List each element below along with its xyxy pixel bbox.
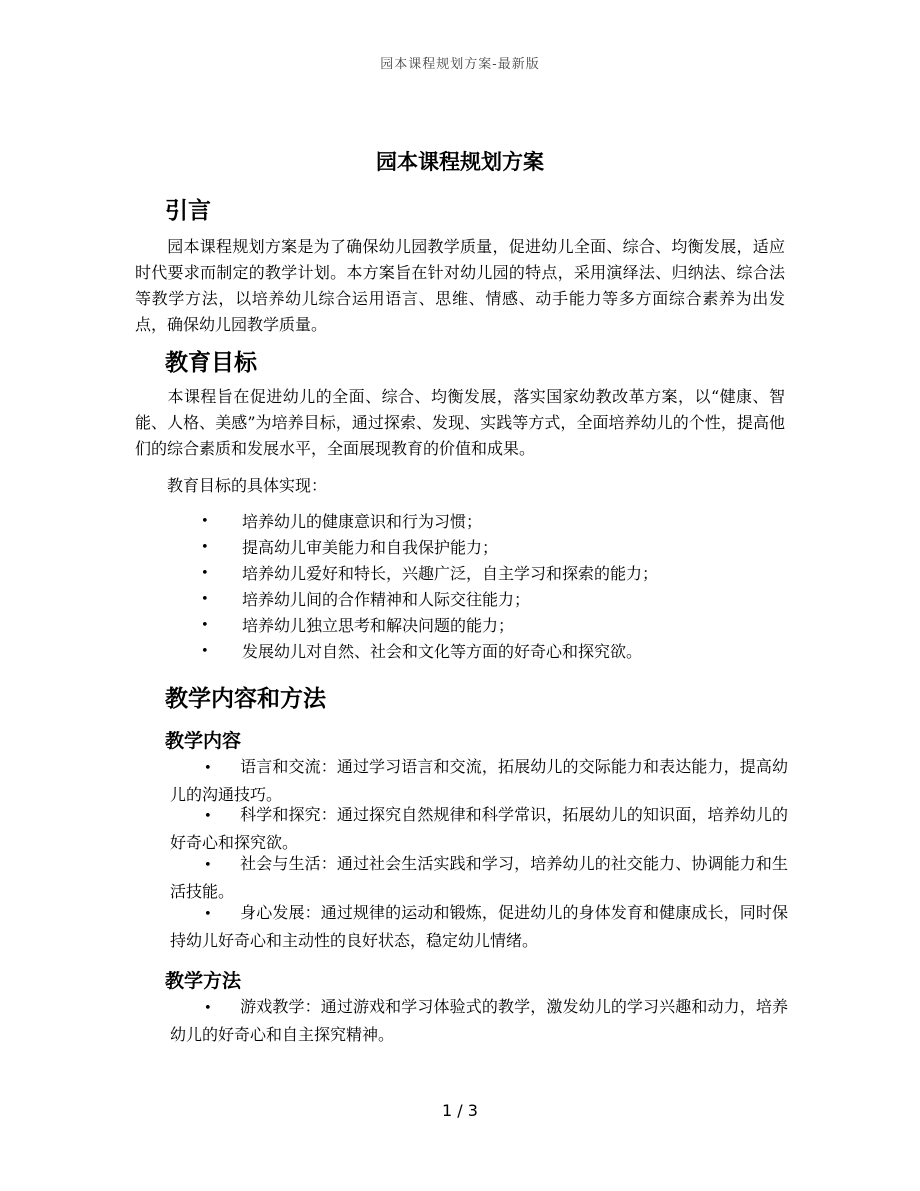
bullet-icon: •	[201, 592, 209, 607]
bullet-icon: •	[201, 540, 209, 555]
bullet-icon: •	[201, 644, 209, 659]
heading-content: 教学内容	[165, 730, 242, 752]
bullet-icon: •	[204, 907, 212, 922]
bullet-icon: •	[201, 618, 209, 633]
document-title: 园本课程规划方案	[376, 149, 544, 174]
bullet-icon: •	[204, 761, 212, 776]
intro-text: 园本课程规划方案是为了确保幼儿园教学质量，促进幼儿全面、综合、均衡发展，适应时代要求而制定的教学计划。本方案旨在针对幼儿园的特点，采用演绎法、归纳法、综合法等教学方法，以培养幼儿综合运用语言、思维、情感、动手能力等多方面综合素养为出发点，确保幼儿园教学质量。	[135, 237, 785, 334]
goals-list	[135, 509, 785, 665]
list-item: • 培养幼儿的健康意识和行为习惯；	[135, 509, 785, 535]
content-item: • 语言和交流：通过学习语言和交流，拓展幼儿的交际能力和表达能力，提高幼儿的沟通技巧。	[170, 757, 788, 804]
content-item: • 社会与生活：通过社会生活实践和学习，培养幼儿的社交能力、协调能力和生活技能。	[170, 854, 788, 901]
list-item: • 发展幼儿对自然、社会和文化等方面的好奇心和探究欲。	[135, 639, 785, 665]
bullet-icon: •	[204, 858, 212, 873]
bullet-icon: •	[204, 809, 212, 824]
content-item: • 科学和探究：通过探究自然规律和科学常识，拓展幼儿的知识面，培养幼儿的好奇心和探究欲。	[170, 805, 788, 852]
method-item: • 游戏教学：通过游戏和学习体验式的教学，激发幼儿的学习兴趣和动力，培养幼儿的好奇心和自主探究精神。	[170, 997, 788, 1044]
page-header: 园本课程规划方案-最新版	[380, 57, 540, 72]
heading-teaching: 教学内容和方法	[165, 686, 326, 712]
bullet-icon: •	[204, 1001, 212, 1016]
list-item: • 培养幼儿间的合作精神和人际交往能力；	[135, 587, 785, 613]
heading-methods: 教学方法	[165, 970, 242, 992]
heading-goals: 教育目标	[165, 350, 257, 376]
bullet-icon: •	[201, 566, 209, 581]
goals-lead: 教育目标的具体实现：	[167, 476, 328, 495]
list-item: • 培养幼儿独立思考和解决问题的能力；	[135, 613, 785, 639]
goals-paragraph	[135, 384, 785, 462]
content-item: • 身心发展：通过规律的运动和锻炼，促进幼儿的身体发育和健康成长，同时保持幼儿好奇心和主动性的良好状态，稳定幼儿情绪。	[170, 903, 788, 950]
page-number: 1 / 3	[442, 1101, 478, 1120]
list-item: • 培养幼儿爱好和特长，兴趣广泛，自主学习和探索的能力；	[135, 561, 785, 587]
goals-text: 本课程旨在促进幼儿的全面、综合、均衡发展，落实国家幼教改革方案，以“健康、智能、人格、美感”为培养目标，通过探索、发现、实践等方式，全面培养幼儿的个性，提高他们的综合素质和发展水平，全面展现教育的价值和成果。	[135, 387, 785, 458]
heading-intro: 引言	[165, 198, 211, 224]
intro-paragraph	[135, 234, 785, 338]
list-item: • 提高幼儿审美能力和自我保护能力；	[135, 535, 785, 561]
bullet-icon: •	[201, 514, 209, 529]
